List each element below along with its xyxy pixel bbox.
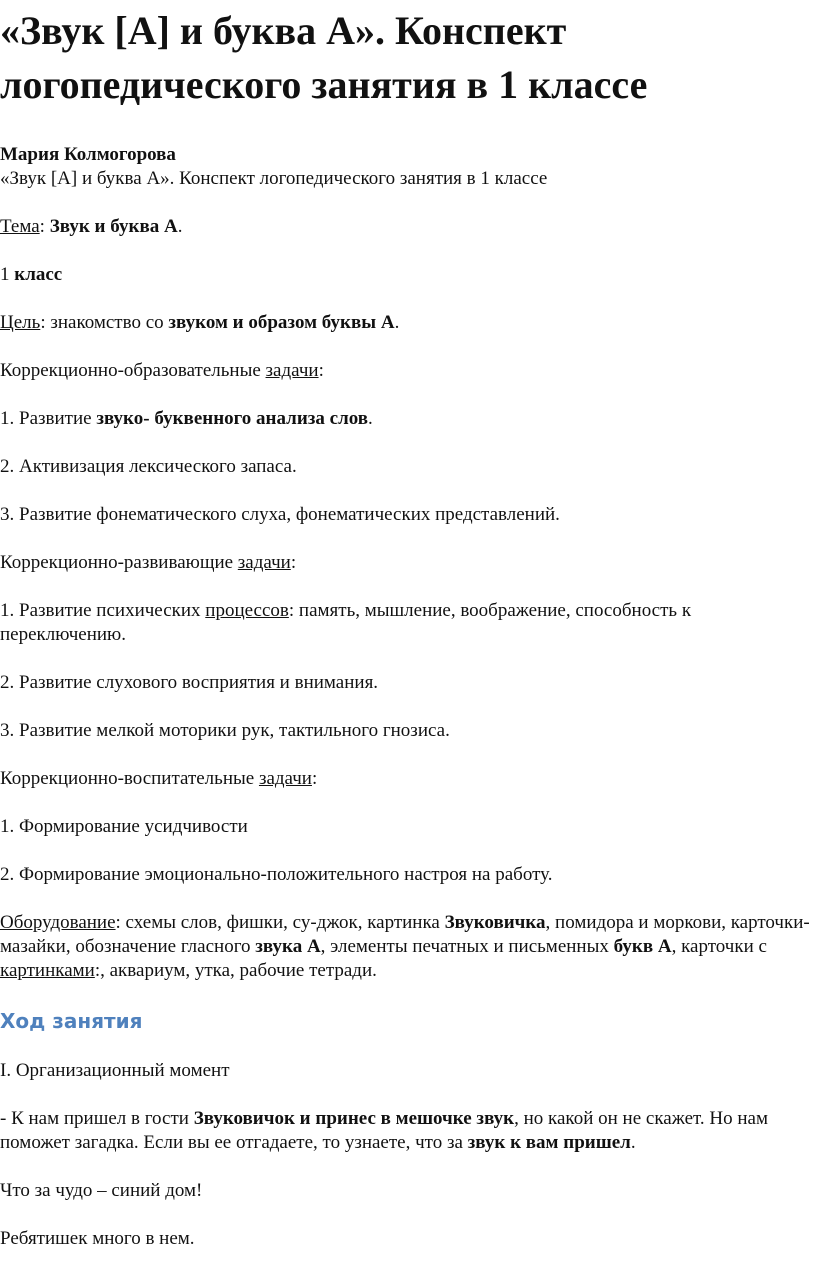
corr-edu-text: Коррекционно-образовательные (0, 360, 266, 381)
corr-dev-heading (0, 551, 816, 575)
topic-line (0, 215, 816, 239)
equipment-t4: , карточки с (671, 936, 767, 957)
intro-t1: - К нам пришел в гости (0, 1108, 194, 1129)
equipment-t5: :, аквариум, утка, рабочие тетради. (94, 960, 377, 981)
goal-line (0, 311, 816, 335)
intro-t3: . (630, 1132, 636, 1153)
corr-dev-end: : (290, 552, 297, 573)
edu-item-1 (0, 407, 816, 431)
topic-sep: : (39, 216, 50, 237)
grade-number: 1 (0, 264, 15, 285)
edu-item-1-text: 1. Развитие (0, 408, 97, 429)
riddle-line-2: Ребятишек много в нем. (0, 1228, 195, 1249)
org-moment: I. Организационный момент (0, 1060, 230, 1081)
title-line-2: логопедического занятия в 1 классе (0, 62, 648, 107)
section-heading: Ход занятия (0, 1009, 143, 1033)
up-item-2: 2. Формирование эмоционально-положительного настроя на работу. (0, 864, 553, 885)
corr-dev-text: Коррекционно-развивающие (0, 552, 238, 573)
dev-item-2: 2. Развитие слухового восприятия и внимания. (0, 672, 379, 693)
equipment-pictures-link[interactable]: картинками (0, 960, 95, 981)
equipment-t3: , элементы печатных и письменных (320, 936, 614, 957)
riddle-line-1: Что за чудо – синий дом! (0, 1180, 203, 1201)
goal-end: . (394, 312, 400, 333)
intro-t2: , но какой он не скажет. Но нам поможет загадка. Если вы ее отгадаете, то узнаете, что за (0, 1108, 768, 1153)
dev-item-1-link[interactable]: процессов (205, 600, 289, 621)
dev-item-1-text: 1. Развитие психических (0, 600, 206, 621)
intro-b2: звук к вам пришел (467, 1132, 631, 1153)
grade-word: класс (14, 264, 63, 285)
equipment-b3: букв А (613, 936, 672, 957)
dev-item-3: 3. Развитие мелкой моторики рук, тактильного гнозиса. (0, 720, 450, 741)
dev-item-1 (0, 599, 816, 647)
grade-line (0, 263, 816, 287)
up-item-1: 1. Формирование усидчивости (0, 816, 248, 837)
corr-up-end: : (311, 768, 318, 789)
intro-b1: Звуковичок и принес в мешочке звук (193, 1108, 515, 1129)
equipment-label-link[interactable]: Оборудование (0, 912, 116, 933)
equipment-b1: Звуковичка (444, 912, 546, 933)
equipment-t2: , помидора и моркови, карточки-мазайки, обозначение гласного (0, 912, 810, 957)
corr-up-link[interactable]: задачи (258, 768, 312, 789)
equipment-t1: : схемы слов, фишки, су-джок, картинка (115, 912, 445, 933)
intro-paragraph (0, 1107, 816, 1155)
corr-edu-end: : (318, 360, 324, 381)
corr-up-text: Коррекционно-воспитательные (0, 768, 259, 789)
topic-label-link[interactable]: Тема (0, 216, 40, 237)
author-name: Мария Колмогорова (0, 144, 176, 165)
title-line-1: «Звук [А] и буква А». Конспект (0, 8, 567, 53)
corr-edu-link[interactable]: задачи (265, 360, 319, 381)
page-title (0, 0, 816, 112)
topic-end: . (177, 216, 183, 237)
edu-item-1-end: . (368, 408, 373, 429)
corr-up-heading (0, 767, 816, 791)
corr-edu-heading (0, 359, 816, 383)
goal-label-link[interactable]: Цель (0, 312, 41, 333)
equipment-b2: звука А (255, 936, 321, 957)
edu-item-1-bold: звуко- буквенного анализа слов (96, 408, 369, 429)
corr-dev-link[interactable]: задачи (237, 552, 291, 573)
edu-item-3: 3. Развитие фонематического слуха, фонематических представлений. (0, 504, 560, 525)
equipment-paragraph (0, 911, 816, 983)
goal-bold: звуком и образом буквы А (168, 312, 395, 333)
topic-value: Звук и буква А (49, 216, 178, 237)
edu-item-2: 2. Активизация лексического запаса. (0, 456, 297, 477)
goal-text: : знакомство со (40, 312, 169, 333)
dev-item-1-rest: : память, мышление, воображение, способность к переключению. (0, 600, 692, 645)
subtitle: «Звук [А] и буква А». Конспект логопедического занятия в 1 классе (0, 168, 548, 189)
